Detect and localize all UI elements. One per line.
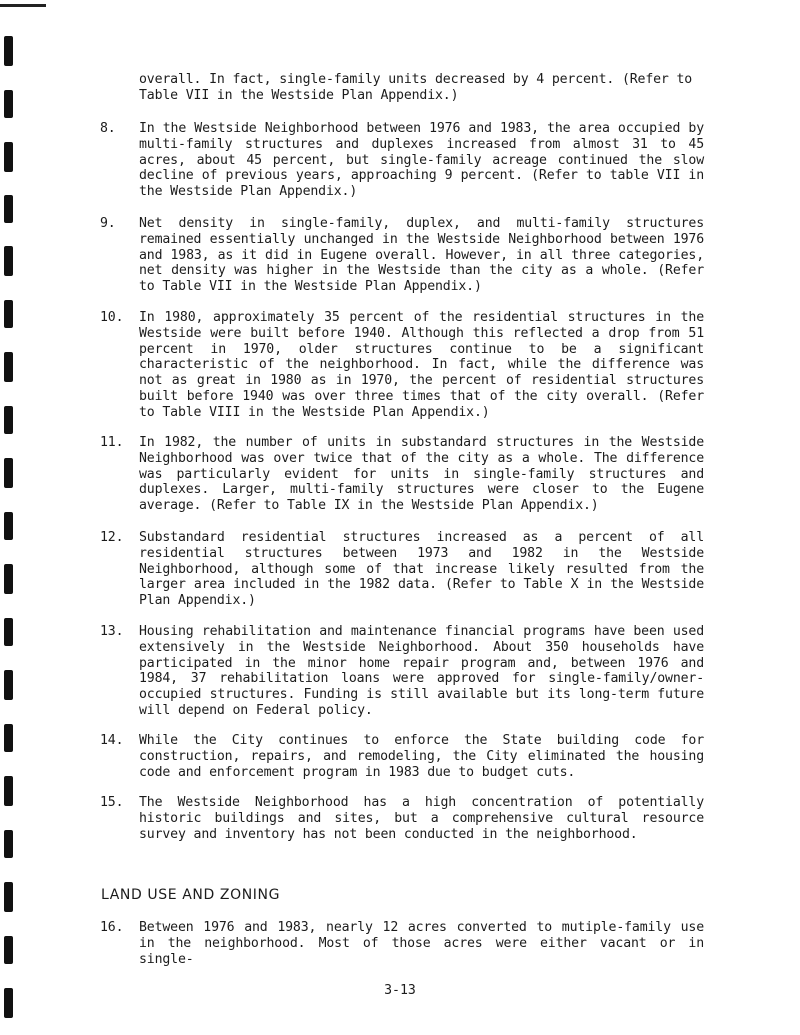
binding-mark — [4, 406, 13, 434]
binding-mark — [4, 776, 13, 806]
item-number: 14. — [100, 733, 124, 748]
item-text: In 1982, the number of units in substandard structures in the Westside Neighborhood was over twice that of the city as a whole. The difference was particularly evident for units in single-family structures and duplexes. Larger, multi-family structures were closer to the Eugene average. (Refer to Table IX in the Westside Plan Appendix.) — [139, 435, 704, 514]
binding-mark — [4, 352, 13, 382]
item-text: Between 1976 and 1983, nearly 12 acres converted to mutiple-family use in the neighborhood. Most of those acres were either vacant or in single- — [139, 920, 704, 967]
binding-mark — [4, 195, 13, 223]
item-text: Substandard residential structures increased as a percent of all residential structures between 1973 and 1982 in the Westside Neighborhood, although some of that increase likely resulted from the larger area included in the 1982 data. (Refer to Table X in the Westside Plan Appendix.) — [139, 530, 704, 609]
binding-mark — [4, 830, 13, 858]
item-text: Housing rehabilitation and maintenance financial programs have been used extensively in the Westside Neighborhood. About 350 households have participated in the minor home repair program and, between 1976 and 1984, 37 rehabilitation loans were approved for single-family/owner-occupied structures. Funding is still available but its long-term future will depend on Federal policy. — [139, 624, 704, 718]
item-number: 10. — [100, 310, 124, 325]
item-number: 8. — [100, 121, 116, 136]
continued-paragraph: overall. In fact, single-family units decreased by 4 percent. (Refer to Table VII in the Westside Plan Appendix.) — [139, 72, 693, 103]
list-item — [100, 216, 704, 295]
binding-mark — [4, 882, 13, 912]
list-item — [100, 530, 704, 609]
binding-mark — [4, 142, 13, 172]
binding-mark — [4, 936, 13, 964]
item-number: 9. — [100, 216, 116, 231]
page-number: 3-13 — [384, 983, 416, 998]
item-text: In 1980, approximately 35 percent of the residential structures in the Westside were built before 1940. Although this reflected a drop from 51 percent in 1970, older structures continue to be a significant characteristic of the neighborhood. In fact, while the difference was not as great in 1980 as in 1970, the percent of residential structures built before 1940 was over three times that of the city overall. (Refer to Table VIII in the Westside Plan Appendix.) — [139, 310, 704, 420]
item-text: In the Westside Neighborhood between 1976 and 1983, the area occupied by multi-family structures and duplexes increased from almost 31 to 45 acres, about 45 percent, but single-family acreage continued the slow decline of previous years, approaching 9 percent. (Refer to table VII in the Westside Plan Appendix.) — [139, 121, 704, 200]
binding-mark — [4, 512, 13, 540]
binding-mark — [4, 458, 13, 488]
binding-mark — [4, 300, 13, 328]
list-item — [100, 920, 704, 967]
item-text: The Westside Neighborhood has a high concentration of potentially historic buildings and sites, but a comprehensive cultural resource survey and inventory has not been conducted in the neighborhood. — [139, 795, 704, 842]
item-number: 13. — [100, 624, 124, 639]
item-text: Net density in single-family, duplex, and multi-family structures remained essentially unchanged in the Westside Neighborhood between 1976 and 1983, as it did in Eugene overall. However, in all three categories, net density was higher in the Westside than the city as a whole. (Refer to Table VII in the Westside Plan Appendix.) — [139, 216, 704, 295]
binding-mark — [4, 670, 13, 700]
item-number: 12. — [100, 530, 124, 545]
list-item — [100, 795, 704, 842]
binding-mark — [4, 618, 13, 646]
binding-mark — [4, 246, 13, 276]
list-item — [100, 733, 704, 780]
list-item — [100, 121, 704, 200]
item-text: While the City continues to enforce the State building code for construction, repairs, and remodeling, the City eliminated the housing code and enforcement program in 1983 due to budget cuts. — [139, 733, 704, 780]
list-item — [100, 310, 704, 421]
section-heading: LAND USE AND ZONING — [101, 887, 281, 903]
binding-holes-strip — [0, 0, 20, 1035]
item-number: 15. — [100, 795, 124, 810]
list-item — [100, 435, 704, 514]
list-item — [100, 624, 704, 719]
item-number: 16. — [100, 920, 124, 935]
binding-mark — [4, 564, 13, 594]
binding-mark — [4, 724, 13, 752]
binding-mark — [4, 90, 13, 118]
item-number: 11. — [100, 435, 124, 450]
binding-mark — [4, 36, 13, 66]
